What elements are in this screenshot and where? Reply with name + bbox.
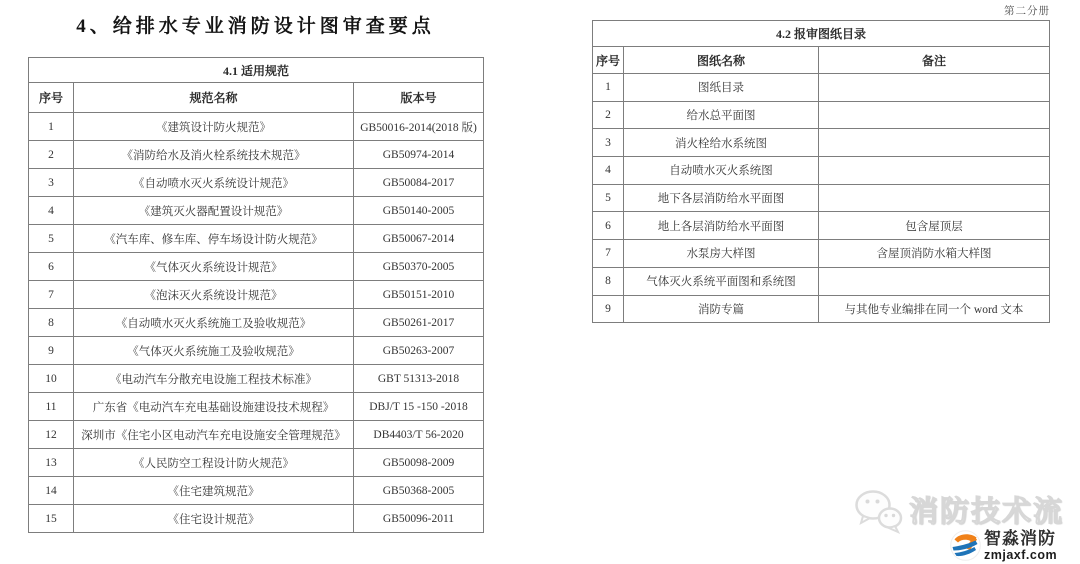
brand-name: 智淼消防 [984,529,1056,548]
zm-swirl-logo-icon [950,530,981,561]
table-cell: 消火栓给水系统图 [624,129,819,157]
applicable-codes-table [28,57,484,533]
column-header: 序号 [593,47,624,74]
table-cell: 8 [593,267,624,295]
column-header: 序号 [29,83,74,113]
table-caption: 4.2 报审图纸目录 [593,21,1050,47]
table-row [593,129,1050,157]
table-cell: 水泵房大样图 [624,240,819,268]
table-cell: 地下各层消防给水平面图 [624,184,819,212]
column-header: 版本号 [354,83,484,113]
table-cell: 含屋顶消防水箱大样图 [819,240,1050,268]
table-row [593,101,1050,129]
table-cell: 10 [29,365,74,393]
table-cell: 《住宅设计规范》 [74,505,354,533]
table-cell: 《自动喷水灭火系统施工及验收规范》 [74,309,354,337]
table-cell: 《气体灭火系统设计规范》 [74,253,354,281]
table-cell: 深圳市《住宅小区电动汽车充电设施安全管理规范》 [74,421,354,449]
table-cell [819,184,1050,212]
table-cell: 9 [593,295,624,323]
table-cell: 6 [593,212,624,240]
table-row [593,295,1050,323]
table-row [593,184,1050,212]
table-cell: 14 [29,477,74,505]
table-cell: 1 [593,74,624,102]
table-cell: GB50370-2005 [354,253,484,281]
table-cell: GB50098-2009 [354,449,484,477]
table-cell: 地上各层消防给水平面图 [624,212,819,240]
table-cell: 图纸目录 [624,74,819,102]
table-row [29,141,484,169]
table-cell: 5 [593,184,624,212]
table-row [29,421,484,449]
table-cell: 《电动汽车分散充电设施工程技术标准》 [74,365,354,393]
table-cell: 《住宅建筑规范》 [74,477,354,505]
table-cell: GB50140-2005 [354,197,484,225]
table-cell: 1 [29,113,74,141]
submitted-drawings-table [592,20,1050,323]
table-cell: 《人民防空工程设计防火规范》 [74,449,354,477]
table-cell: 12 [29,421,74,449]
table-cell: 《汽车库、修车库、停车场设计防火规范》 [74,225,354,253]
table-row [29,337,484,365]
table-row [29,477,484,505]
table-row [29,281,484,309]
table-cell: DBJ/T 15 -150 -2018 [354,393,484,421]
table-cell: 消防专篇 [624,295,819,323]
table-cell [819,157,1050,185]
watermark-text: 消防技术流 [909,495,1065,528]
table-cell: 8 [29,309,74,337]
table-cell: 《建筑灭火器配置设计规范》 [74,197,354,225]
table-cell: GB50151-2010 [354,281,484,309]
table-cell: 3 [593,129,624,157]
brand-block [950,530,1057,562]
table-row [29,113,484,141]
table-row [593,157,1050,185]
table-cell: GB50067-2014 [354,225,484,253]
column-header: 图纸名称 [624,47,819,74]
wechat-icon [853,488,905,536]
table-cell: 包含屋顶层 [819,212,1050,240]
table-cell: GB50263-2007 [354,337,484,365]
table-row [29,365,484,393]
table-cell: GBT 51313-2018 [354,365,484,393]
table-cell: 与其他专业编排在同一个 word 文本 [819,295,1050,323]
table-cell: 4 [593,157,624,185]
table-cell: GB50016-2014(2018 版) [354,113,484,141]
table-cell: 11 [29,393,74,421]
table-cell [819,129,1050,157]
table-cell: 2 [593,101,624,129]
table-cell [819,74,1050,102]
table-cell: 《气体灭火系统施工及验收规范》 [74,337,354,365]
table-cell: GB50084-2017 [354,169,484,197]
table-row [593,74,1050,102]
table-cell: 气体灭火系统平面图和系统图 [624,267,819,295]
table-row [29,393,484,421]
table-cell [819,267,1050,295]
table-cell: 6 [29,253,74,281]
table-cell: 《建筑设计防火规范》 [74,113,354,141]
table-row [29,169,484,197]
table-cell: 《消防给水及消火栓系统技术规范》 [74,141,354,169]
table-row [593,240,1050,268]
table-cell: 3 [29,169,74,197]
table-cell: 9 [29,337,74,365]
table-cell: 7 [593,240,624,268]
table-row [29,225,484,253]
table-cell: 5 [29,225,74,253]
column-header: 备注 [819,47,1050,74]
table-cell: 《泡沫灭火系统设计规范》 [74,281,354,309]
table-cell: GB50261-2017 [354,309,484,337]
table-cell: 15 [29,505,74,533]
table-row [593,267,1050,295]
table-cell: 4 [29,197,74,225]
table-row [29,253,484,281]
table-cell: 自动喷水灭火系统图 [624,157,819,185]
table-cell: 2 [29,141,74,169]
table-cell: DB4403/T 56-2020 [354,421,484,449]
column-header: 规范名称 [74,83,354,113]
table-cell: 广东省《电动汽车充电基础设施建设技术规程》 [74,393,354,421]
table-row [29,505,484,533]
table-cell [819,101,1050,129]
page-corner-label: 第二分册 [1004,6,1050,17]
table-cell: 7 [29,281,74,309]
brand-url: zmjaxf.com [984,548,1058,562]
table-row [29,309,484,337]
page-title: 4、给排水专业消防设计图审查要点 [76,16,435,37]
table-cell: GB50096-2011 [354,505,484,533]
table-cell: GB50974-2014 [354,141,484,169]
table-cell: 13 [29,449,74,477]
table-cell: 给水总平面图 [624,101,819,129]
table-row [593,212,1050,240]
table-caption: 4.1 适用规范 [29,58,484,83]
table-row [29,197,484,225]
table-row [29,449,484,477]
table-cell: GB50368-2005 [354,477,484,505]
table-cell: 《自动喷水灭火系统设计规范》 [74,169,354,197]
